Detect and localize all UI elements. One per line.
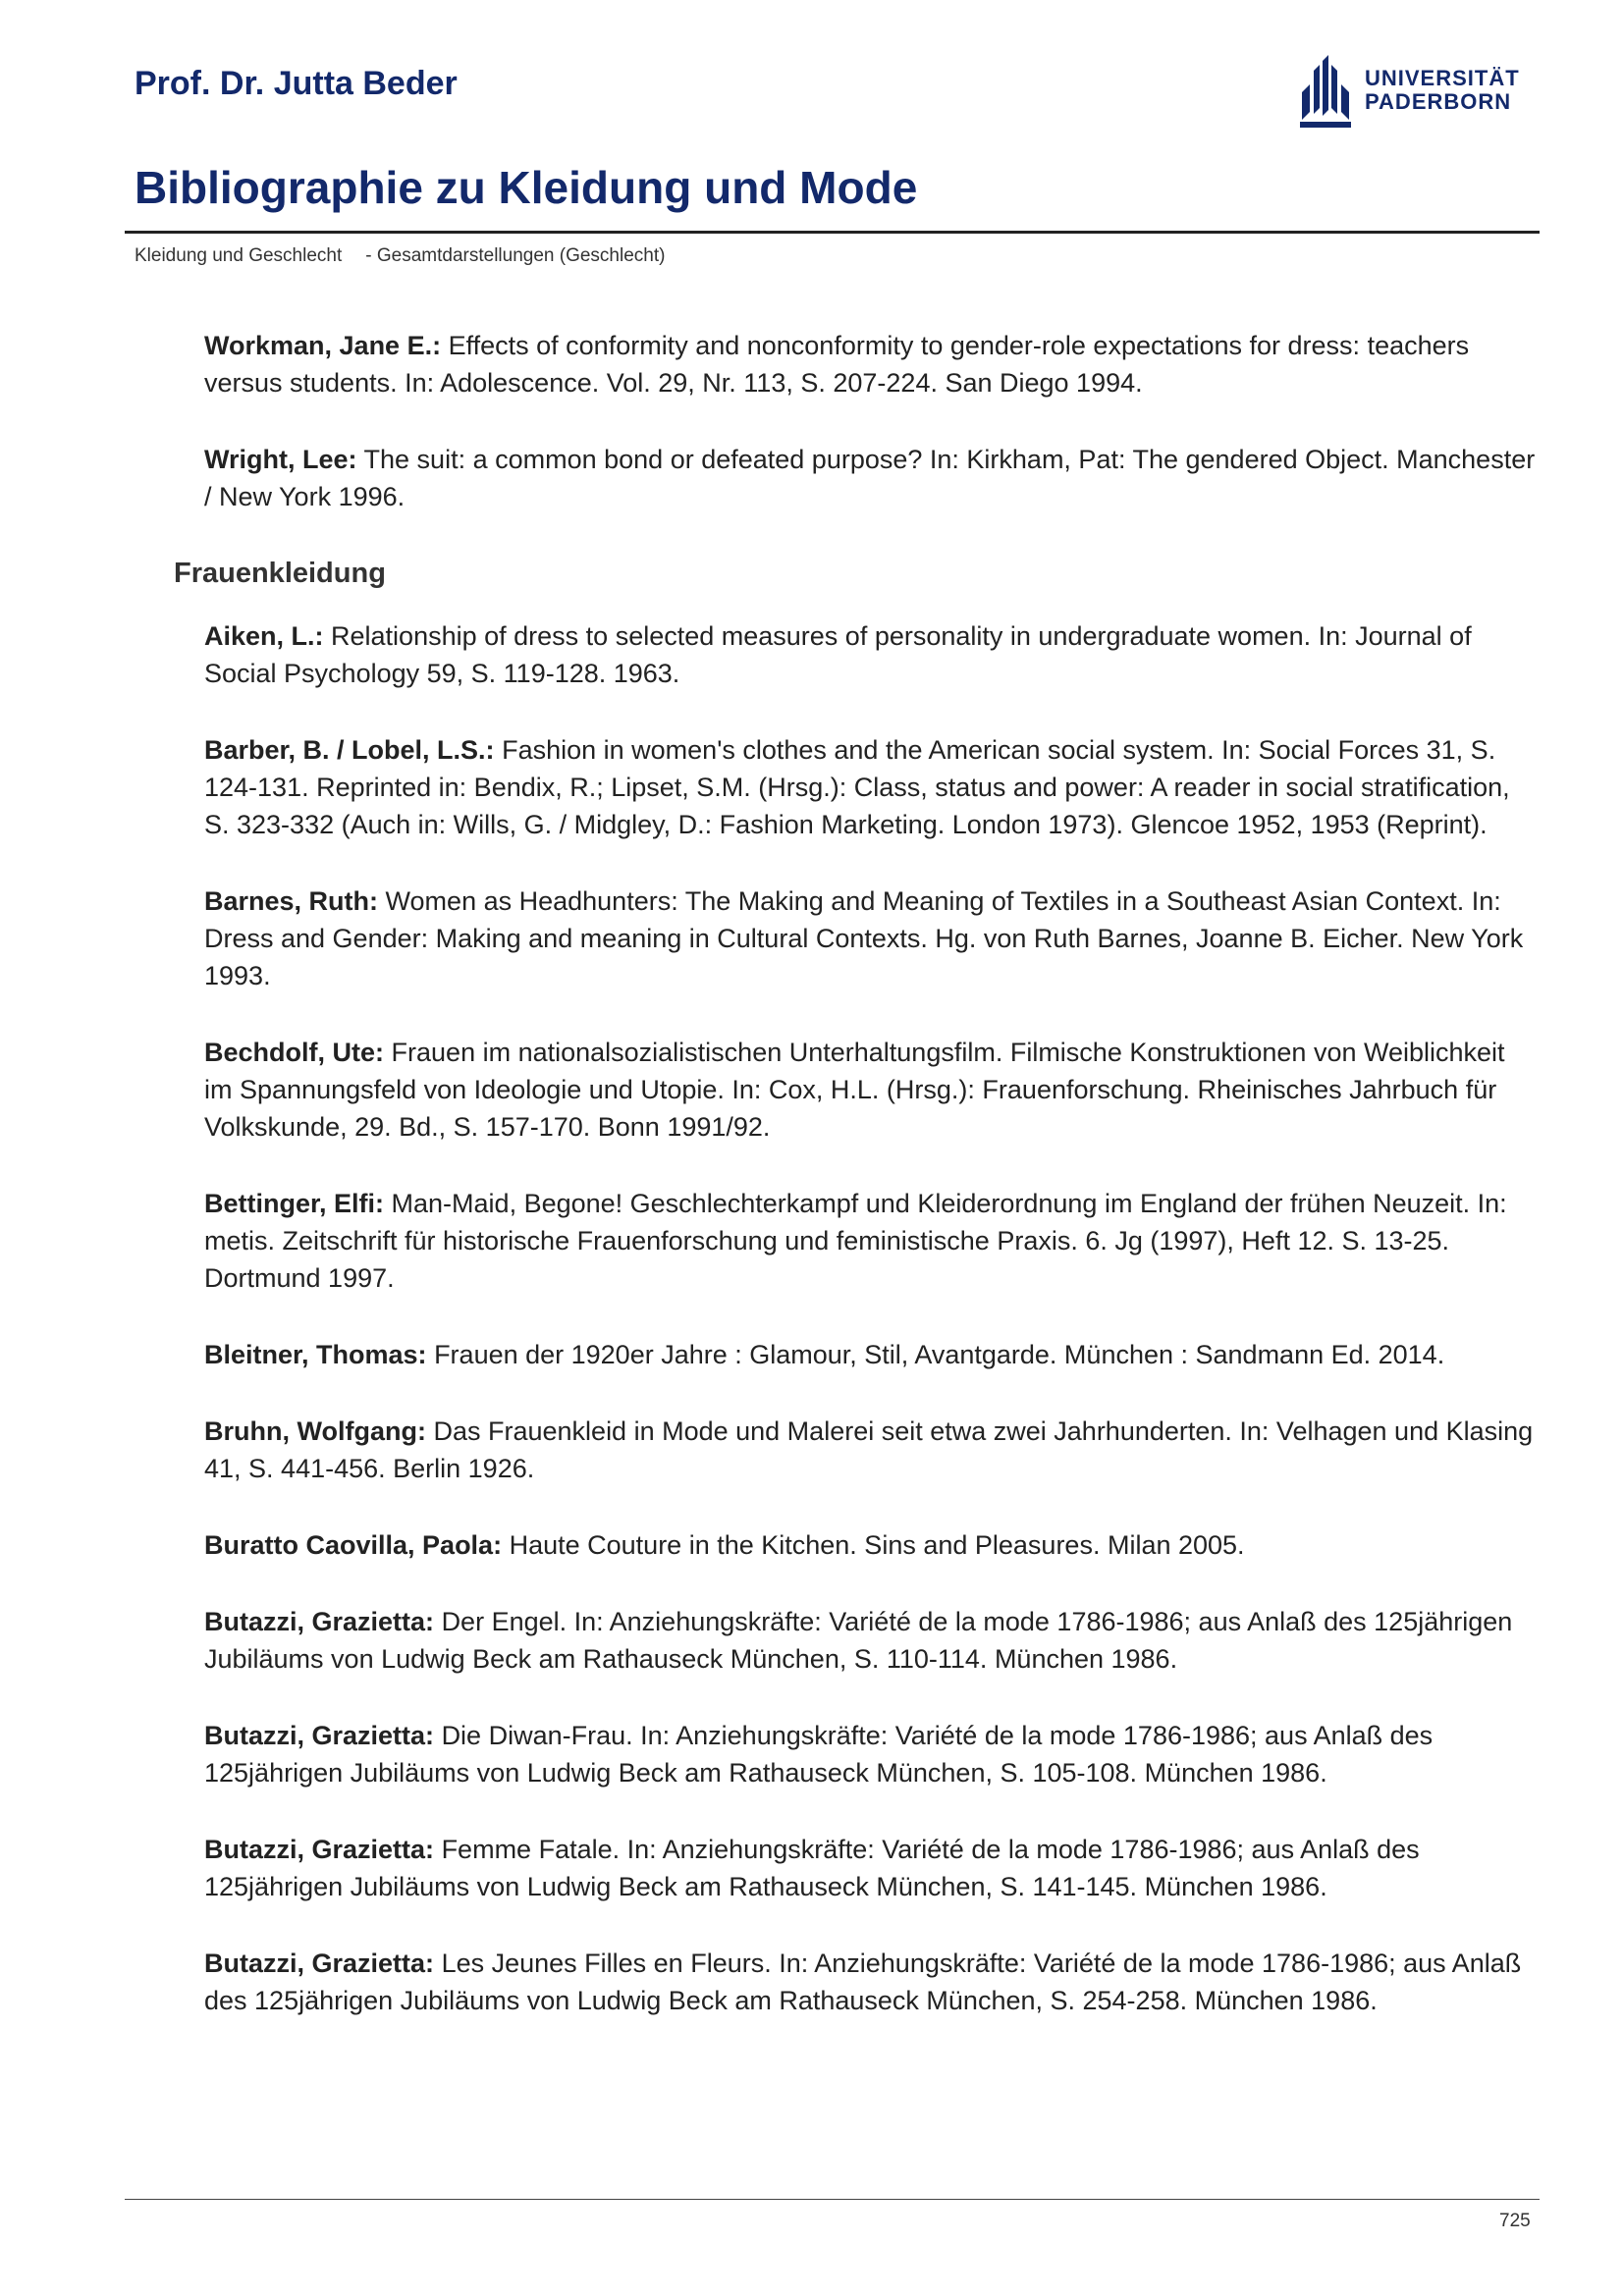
bibliography-entry [204,1945,1540,2019]
entry-text: Relationship of dress to selected measures of personality in undergraduate women. In: Journal of Social Psychology 59, S. 119-128. 1963. [204,621,1472,688]
entry-text: Man-Maid, Begone! Geschlechterkampf und Kleiderordnung im England der frühen Neuzeit. In: metis. Zeitschrift für historische Frauenforschung und feministische Praxis. 6. Jg (1997), Heft 12. S. 13-25. Dortmund 1997. [204,1189,1507,1293]
bibliography-entry [204,1526,1540,1564]
logo-text-line1: UNIVERSITÄT [1365,66,1520,90]
bibliography-entry [204,1034,1540,1146]
breadcrumb-category: Kleidung und Geschlecht [135,245,343,266]
entry-author: Butazzi, Grazietta: [204,1835,435,1864]
entry-text: Der Engel. In: Anziehungskräfte: Variété de la mode 1786-1986; aus Anlaß des 125jährigen Jubiläums von Ludwig Beck am Rathauseck München, S. 110-114. München 1986. [204,1607,1513,1674]
entry-text: Das Frauenkleid in Mode und Malerei seit etwa zwei Jahrhunderten. In: Velhagen und Klasing 41, S. 441-456. Berlin 1926. [204,1416,1534,1483]
entry-author: Workman, Jane E.: [204,331,442,360]
entry-author: Bettinger, Elfi: [204,1189,385,1218]
bibliography-entry [204,617,1540,692]
bibliography-entry [204,731,1540,843]
logo-text-line2: PADERBORN [1365,89,1512,114]
entry-author: Buratto Caovilla, Paola: [204,1530,503,1560]
entry-author: Butazzi, Grazietta: [204,1949,435,1978]
bibliography-entry [204,1185,1540,1297]
page-title: Bibliographie zu Kleidung und Mode [135,162,918,213]
bibliography-entry [204,441,1540,515]
entry-text: Frauen der 1920er Jahre : Glamour, Stil, Avantgarde. München : Sandmann Ed. 2014. [434,1340,1445,1369]
entry-author: Butazzi, Grazietta: [204,1607,435,1636]
header-author: Prof. Dr. Jutta Beder [135,65,458,102]
entry-author: Bleitner, Thomas: [204,1340,427,1369]
entry-text: Women as Headhunters: The Making and Meaning of Textiles in a Southeast Asian Context. In: Dress and Gender: Making and meaning in Cultural Contexts. Hg. von Ruth Barnes, Joanne B. Eicher. New York 1993. [204,886,1524,990]
bibliography-entry [204,1717,1540,1791]
header-divider [125,231,1540,234]
entry-author: Butazzi, Grazietta: [204,1721,435,1750]
entry-text: The suit: a common bond or defeated purpose? In: Kirkham, Pat: The gendered Object. Manchester / New York 1996. [204,445,1536,511]
entry-author: Wright, Lee: [204,445,357,474]
university-logo-icon [1298,51,1353,130]
entry-author: Bruhn, Wolfgang: [204,1416,426,1446]
bibliography-entry [204,882,1540,994]
bibliography-entry [204,1336,1540,1373]
entry-text: Fashion in women's clothes and the American social system. In: Social Forces 31, S. 124-131. Reprinted in: Bendix, R.; Lipset, S.M. (Hrsg.): Class, status and power: A reader in social stratification, S. 323-332 (Auch in: Wills, G. / Midgley, D.: Fashion Marketing. London 1973). Glencoe 1952, 1953 (Reprint). [204,735,1510,839]
entry-author: Aiken, L.: [204,621,324,651]
bibliography-content [174,327,1540,2058]
entry-text: Frauen im nationalsozialistischen Unterhaltungsfilm. Filmische Konstruktionen von Weiblichkeit im Spannungsfeld von Ideologie und Utopie. In: Cox, H.L. (Hrsg.): Frauenforschung. Rheinisches Jahrbuch für Volkskunde, 29. Bd., S. 157-170. Bonn 1991/92. [204,1038,1505,1142]
bibliography-entry [204,1831,1540,1905]
breadcrumb-subcategory: - Gesamtdarstellungen (Geschlecht) [365,245,666,266]
entry-text: Femme Fatale. In: Anziehungskräfte: Variété de la mode 1786-1986; aus Anlaß des 125jährigen Jubiläums von Ludwig Beck am Rathauseck München, S. 141-145. München 1986. [204,1835,1420,1901]
footer-divider [125,2199,1540,2200]
entry-text: Haute Couture in the Kitchen. Sins and Pleasures. Milan 2005. [509,1530,1245,1560]
bibliography-entry [204,1413,1540,1487]
breadcrumb [135,245,665,267]
university-logo [1298,51,1520,130]
bibliography-entry [204,1603,1540,1678]
bibliography-entry [204,327,1540,401]
entry-text: Effects of conformity and nonconformity to gender-role expectations for dress: teachers versus students. In: Adolescence. Vol. 29, Nr. 113, S. 207-224. San Diego 1994. [204,331,1470,398]
page-number: 725 [1499,2211,1531,2231]
entry-text: Les Jeunes Filles en Fleurs. In: Anziehungskräfte: Variété de la mode 1786-1986; aus Anlaß des 125jährigen Jubiläums von Ludwig Beck am Rathauseck München, S. 254-258. München 1986. [204,1949,1522,2015]
entry-author: Bechdolf, Ute: [204,1038,385,1067]
entry-author: Barnes, Ruth: [204,886,379,916]
section-heading: Frauenkleidung [174,558,386,589]
entry-text: Die Diwan-Frau. In: Anziehungskräfte: Variété de la mode 1786-1986; aus Anlaß des 125jährigen Jubiläums von Ludwig Beck am Rathauseck München, S. 105-108. München 1986. [204,1721,1434,1788]
entry-author: Barber, B. / Lobel, L.S.: [204,735,495,765]
